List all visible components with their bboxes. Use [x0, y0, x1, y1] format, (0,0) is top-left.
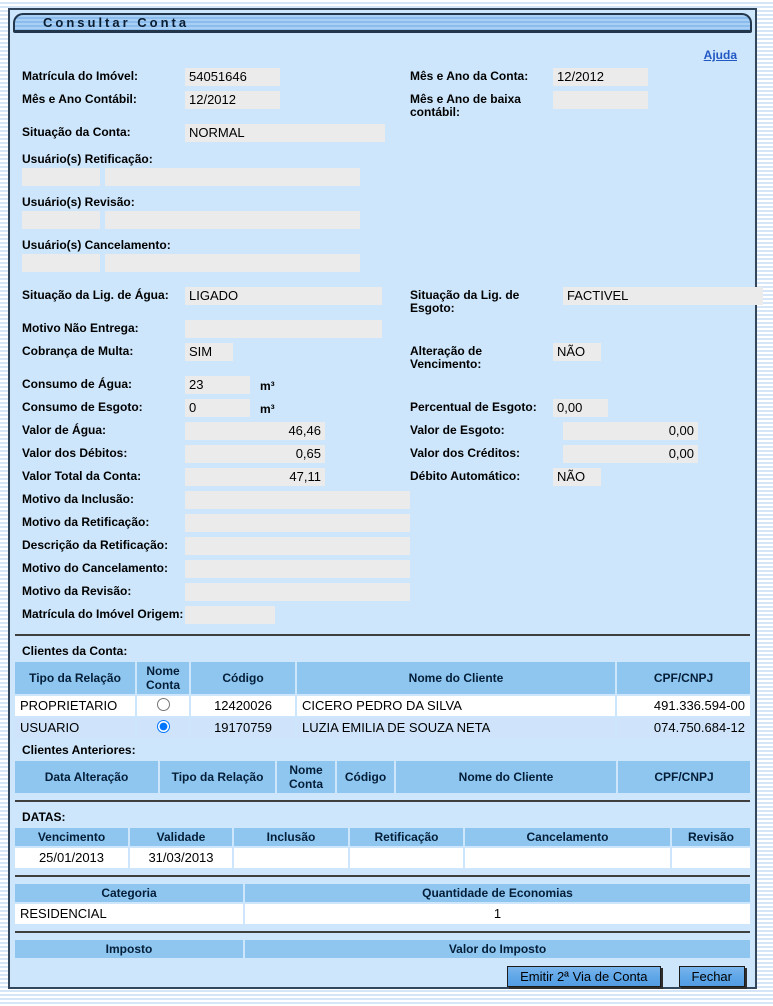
mes-ano-contabil-label: Mês e Ano Contábil:: [22, 92, 137, 106]
situacao-conta-label: Situação da Conta:: [22, 125, 131, 139]
col-header: Código: [191, 662, 295, 694]
motivo-revisao-value: [185, 583, 410, 601]
table-row: [15, 848, 750, 868]
alteracao-vencimento-label: Alteração de Vencimento:: [410, 344, 483, 371]
col-header: Nome Conta: [137, 662, 189, 694]
valor-debitos-value: 0,65: [185, 445, 325, 463]
button-row: [10, 966, 745, 987]
categoria-table: [13, 882, 752, 926]
cliente-codigo: 19170759: [191, 718, 295, 738]
matricula-value: 54051646: [185, 68, 280, 86]
data-vencimento: 25/01/2013: [15, 848, 128, 868]
usuarios-revisao-value-2: [105, 211, 360, 229]
quantidade-economias-value: 1: [245, 904, 750, 924]
fechar-button[interactable]: Fechar: [679, 966, 745, 987]
valor-esgoto-value: 0,00: [563, 422, 698, 440]
alteracao-vencimento-value: NÃO: [553, 343, 601, 361]
debito-automatico-value: NÃO: [553, 468, 601, 486]
usuarios-revisao-label: Usuário(s) Revisão:: [22, 195, 135, 209]
consumo-agua-label: Consumo de Água:: [22, 377, 132, 391]
clientes-anteriores-section-label: Clientes Anteriores:: [22, 743, 136, 757]
consumo-agua-value: 23: [185, 376, 250, 394]
valor-debitos-label: Valor dos Débitos:: [22, 446, 128, 460]
col-header: Inclusão: [234, 828, 348, 846]
datas-header-row: [15, 828, 750, 846]
valor-total-value: 47,11: [185, 468, 325, 486]
usuarios-retificacao-value-1: [22, 168, 100, 186]
help-row: [10, 46, 737, 62]
panel-titlebar: [13, 13, 752, 33]
data-revisao: [672, 848, 750, 868]
motivo-inclusao-value: [185, 491, 410, 509]
divider: [15, 800, 750, 802]
clientes-conta-table: [13, 660, 752, 740]
data-retificacao: [350, 848, 463, 868]
col-header: Tipo da Relação: [15, 662, 135, 694]
motivo-nao-entrega-label: Motivo Não Entrega:: [22, 321, 139, 335]
consumo-agua-unit: m³: [260, 379, 275, 393]
col-header: Imposto: [15, 940, 243, 958]
motivo-retificacao-value: [185, 514, 410, 532]
clientes-anteriores-table: [13, 759, 752, 795]
cliente-nome: LUZIA EMILIA DE SOUZA NETA: [297, 718, 615, 738]
col-header: Revisão: [672, 828, 750, 846]
mes-ano-contabil-value: 12/2012: [185, 91, 280, 109]
usuarios-cancelamento-value-1: [22, 254, 100, 272]
consumo-esgoto-label: Consumo de Esgoto:: [22, 400, 143, 414]
situacao-agua-value: LIGADO: [185, 287, 382, 305]
table-row: [15, 718, 750, 738]
table-row: [15, 696, 750, 716]
cliente-cpf: 491.336.594-00: [617, 696, 750, 716]
mes-ano-conta-value: 12/2012: [553, 68, 648, 86]
valor-creditos-label: Valor dos Créditos:: [410, 446, 521, 460]
data-inclusao: [234, 848, 348, 868]
datas-table: [13, 826, 752, 870]
consultar-conta-panel: [8, 8, 757, 989]
situacao-agua-label: Situação da Lig. de Água:: [22, 288, 169, 302]
data-validade: 31/03/2013: [130, 848, 232, 868]
descricao-retificacao-value: [185, 537, 410, 555]
valor-agua-label: Valor de Água:: [22, 423, 107, 437]
clientes-conta-header-row: [15, 662, 750, 694]
situacao-esgoto-value: FACTIVEL: [563, 287, 763, 305]
divider: [15, 634, 750, 636]
percentual-esgoto-value: 0,00: [553, 399, 608, 417]
col-header: Cancelamento: [465, 828, 670, 846]
matricula-label: Matrícula do Imóvel:: [22, 69, 139, 83]
cobranca-multa-value: SIM: [185, 343, 233, 361]
valor-creditos-value: 0,00: [563, 445, 698, 463]
col-header: Vencimento: [15, 828, 128, 846]
situacao-esgoto-label: Situação da Lig. de Esgoto:: [410, 288, 520, 315]
valor-total-label: Valor Total da Conta:: [22, 469, 142, 483]
col-header: Categoria: [15, 884, 243, 902]
motivo-inclusao-label: Motivo da Inclusão:: [22, 492, 135, 506]
motivo-revisao-label: Motivo da Revisão:: [22, 584, 132, 598]
divider: [15, 875, 750, 877]
col-header: Validade: [130, 828, 232, 846]
clientes-anteriores-header-row: [15, 761, 750, 793]
motivo-cancelamento-label: Motivo do Cancelamento:: [22, 561, 169, 575]
categoria-header-row: [15, 884, 750, 902]
col-header: Nome do Cliente: [396, 761, 616, 793]
divider: [15, 931, 750, 933]
col-header: Nome do Cliente: [297, 662, 615, 694]
col-header: Quantidade de Economias: [245, 884, 750, 902]
mes-ano-baixa-label: Mês e Ano de baixa contábil:: [410, 92, 521, 119]
page-title: Consultar Conta: [43, 15, 190, 30]
table-row: [15, 904, 750, 924]
usuarios-retificacao-value-2: [105, 168, 360, 186]
emitir-segunda-via-button[interactable]: Emitir 2ª Via de Conta: [507, 966, 660, 987]
col-header: CPF/CNPJ: [617, 662, 750, 694]
debito-automatico-label: Débito Automático:: [410, 469, 521, 483]
motivo-retificacao-label: Motivo da Retificação:: [22, 515, 150, 529]
usuarios-revisao-value-1: [22, 211, 100, 229]
nome-conta-radio[interactable]: [157, 698, 170, 711]
motivo-nao-entrega-value: [185, 320, 382, 338]
motivo-cancelamento-value: [185, 560, 410, 578]
col-header: CPF/CNPJ: [618, 761, 750, 793]
cliente-tipo: USUARIO: [15, 718, 135, 738]
usuarios-cancelamento-value-2: [105, 254, 360, 272]
help-link[interactable]: Ajuda: [703, 48, 737, 62]
nome-conta-radio[interactable]: [157, 720, 170, 733]
col-header: Tipo da Relação: [160, 761, 275, 793]
situacao-conta-value: NORMAL: [185, 124, 385, 142]
col-header: Nome Conta: [277, 761, 335, 793]
datas-section-label: DATAS:: [22, 810, 66, 824]
consumo-esgoto-value: 0: [185, 399, 250, 417]
cliente-tipo: PROPRIETARIO: [15, 696, 135, 716]
matricula-origem-value: [185, 606, 275, 624]
matricula-origem-label: Matrícula do Imóvel Origem:: [22, 607, 184, 621]
mes-ano-conta-label: Mês e Ano da Conta:: [410, 69, 529, 83]
percentual-esgoto-label: Percentual de Esgoto:: [410, 400, 537, 414]
data-cancelamento: [465, 848, 670, 868]
cliente-cpf: 074.750.684-12: [617, 718, 750, 738]
cobranca-multa-label: Cobrança de Multa:: [22, 344, 134, 358]
mes-ano-baixa-value: [553, 91, 648, 109]
valor-agua-value: 46,46: [185, 422, 325, 440]
cliente-nome: CICERO PEDRO DA SILVA: [297, 696, 615, 716]
col-header: Código: [337, 761, 394, 793]
clientes-conta-section-label: Clientes da Conta:: [22, 644, 128, 658]
valor-esgoto-label: Valor de Esgoto:: [410, 423, 505, 437]
imposto-header-row: [15, 940, 750, 958]
usuarios-cancelamento-label: Usuário(s) Cancelamento:: [22, 238, 171, 252]
col-header: Valor do Imposto: [245, 940, 750, 958]
descricao-retificacao-label: Descrição da Retificação:: [22, 538, 169, 552]
col-header: Retificação: [350, 828, 463, 846]
consumo-esgoto-unit: m³: [260, 402, 275, 416]
imposto-table: [13, 938, 752, 960]
usuarios-retificacao-label: Usuário(s) Retificação:: [22, 152, 153, 166]
col-header: Data Alteração: [15, 761, 158, 793]
account-form: [10, 68, 755, 629]
categoria-value: RESIDENCIAL: [15, 904, 243, 924]
cliente-codigo: 12420026: [191, 696, 295, 716]
